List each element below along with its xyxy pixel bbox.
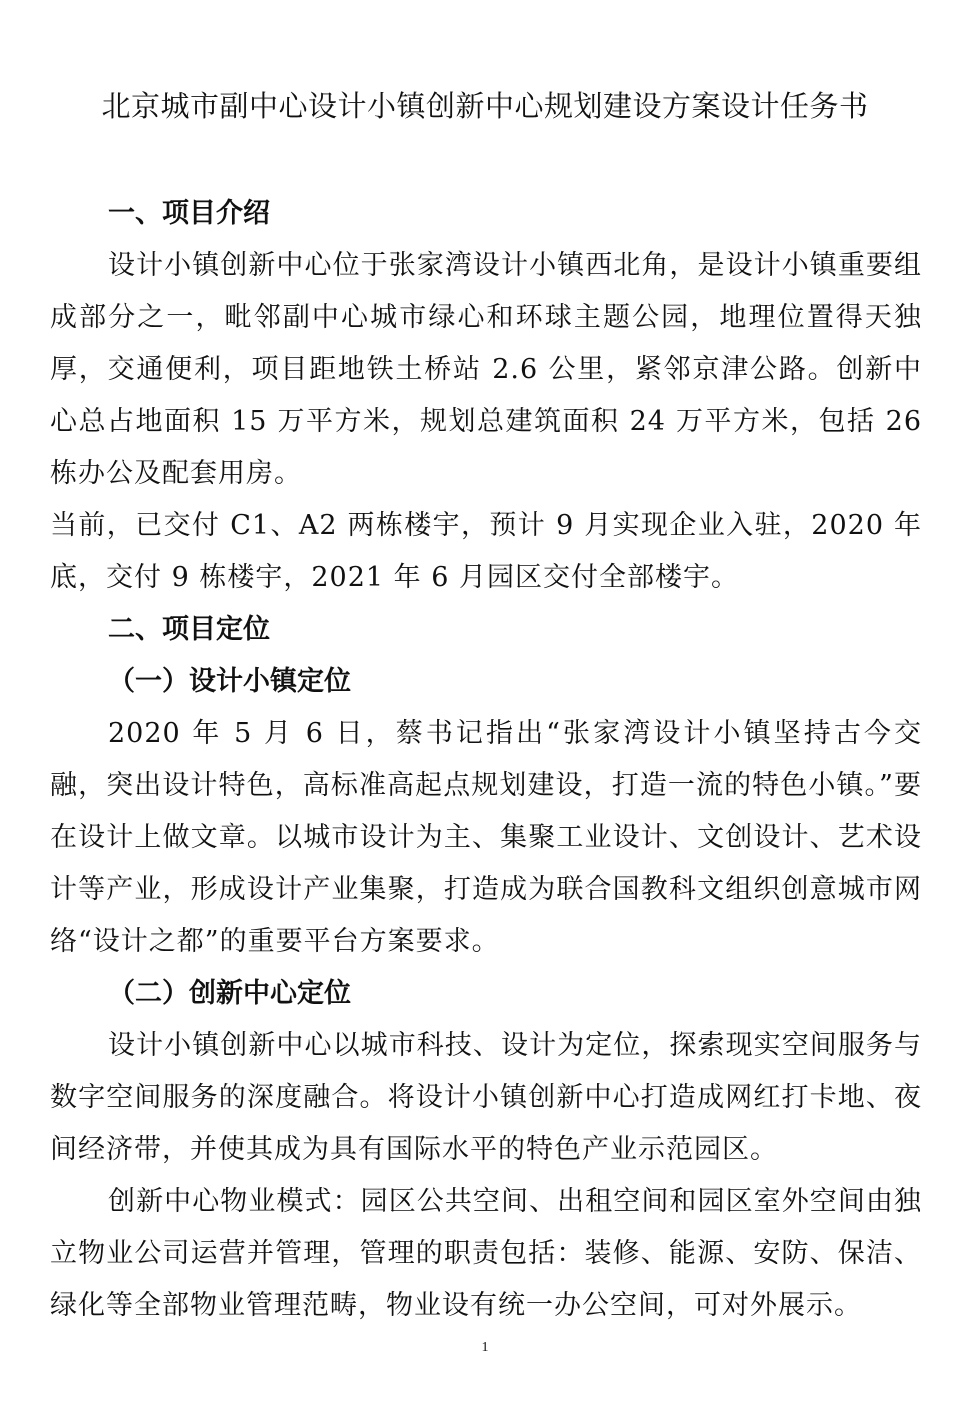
subheading-innovation-center-positioning: （二）创新中心定位 [108,978,351,1009]
subheading-design-town-positioning: （一）设计小镇定位 [108,666,351,697]
page-number: 1 [481,1340,489,1355]
document-body [50,188,922,1332]
paragraph-innovation-center-positioning: 设计小镇创新中心以城市科技、设计为定位，探索现实空间服务与数字空间服务的深度融合。将设计小镇创新中心打造成网红打卡地、夜间经济带，并使其成为具有国际水平的特色产业示范园区。 [50,1030,922,1165]
paragraph-property-model: 创新中心物业模式：园区公共空间、出租空间和园区室外空间由独立物业公司运营并管理，管理的职责包括：装修、能源、安防、保洁、绿化等全部物业管理范畴，物业设有统一办公空间，可对外展示。 [50,1186,922,1321]
paragraph-design-town-positioning: 2020 年 5 月 6 日，蔡书记指出“张家湾设计小镇坚持古今交融，突出设计特色，高标准高起点规划建设，打造一流的特色小镇。”要在设计上做文章。以城市设计为主、集聚工业设计、文创设计、艺术设计等产业，形成设计产业集聚，打造成为联合国教科文组织创意城市网络“设计之都”的重要平台方案要求。 [50,718,922,957]
section-heading-project-intro: 一、项目介绍 [108,198,270,229]
paragraph-delivery-status: 当前，已交付 C1、A2 两栋楼宇，预计 9 月实现企业入驻，2020 年底，交付 9 栋楼宇，2021 年 6 月园区交付全部楼宇。 [50,510,922,593]
paragraph-project-intro: 设计小镇创新中心位于张家湾设计小镇西北角，是设计小镇重要组成部分之一，毗邻副中心城市绿心和环球主题公园，地理位置得天独厚，交通便利，项目距地铁土桥站 2.6 公里，紧邻京津公路。创新中心总占地面积 15 万平方米，规划总建筑面积 24 万平方米，包括 26 栋办公及配套用房。 [50,250,922,489]
section-heading-project-positioning: 二、项目定位 [108,614,270,645]
document-title: 北京城市副中心设计小镇创新中心规划建设方案设计任务书 [101,89,869,123]
